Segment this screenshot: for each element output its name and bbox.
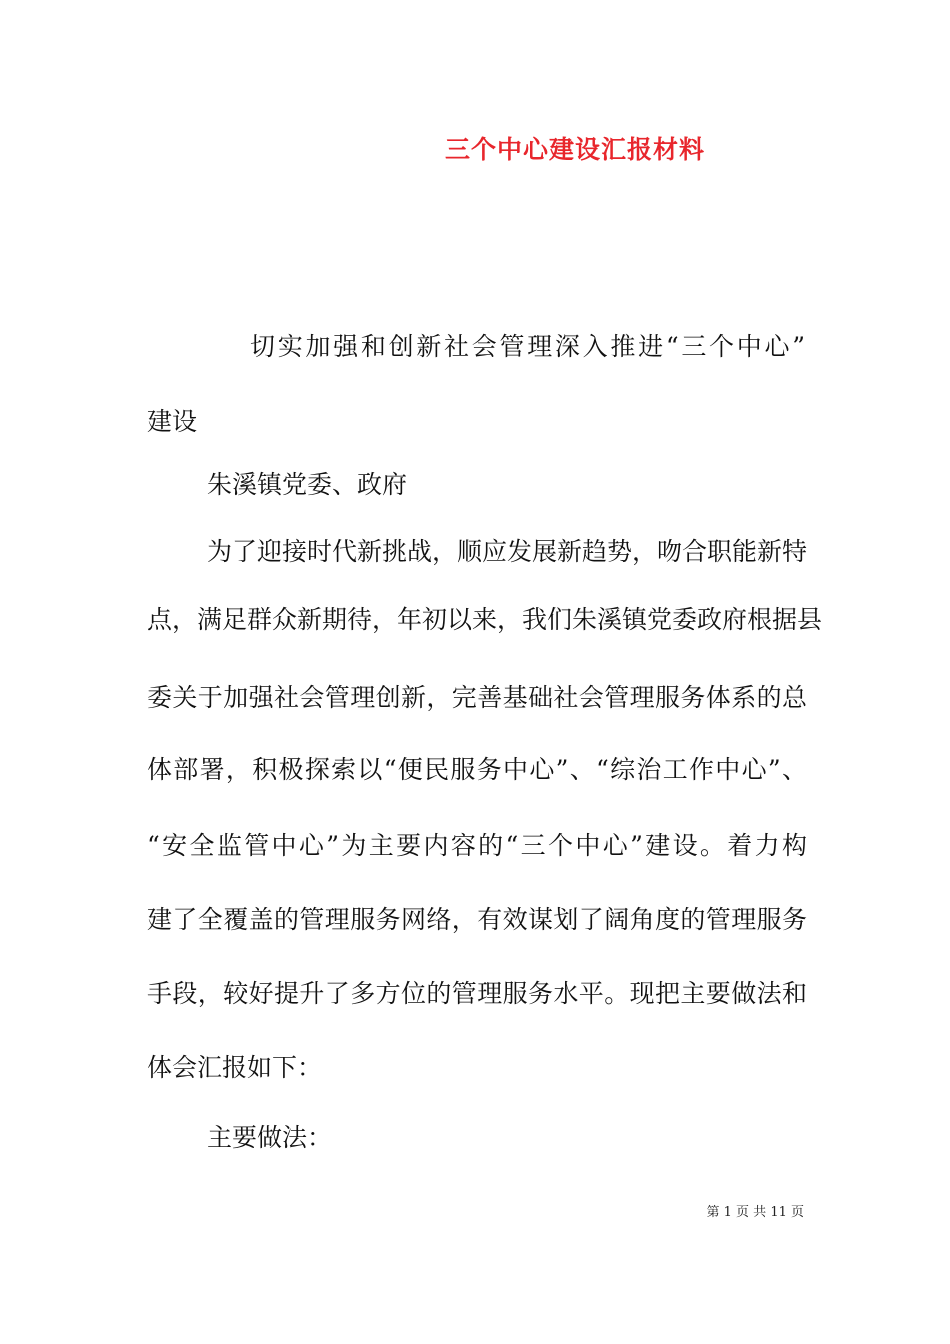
author-line: 朱溪镇党委、政府 xyxy=(207,470,408,499)
page-number: 第 1 页 共 11 页 xyxy=(706,1205,804,1220)
subheading-line-2: 建设 xyxy=(147,407,198,436)
paragraph-line: 体会汇报如下： xyxy=(147,1053,323,1082)
paragraph-line: “安全监管中心”为主要内容的“三个中心”建设。着力构 xyxy=(147,831,807,860)
paragraph-line: 手段，较好提升了多方位的管理服务水平。现把主要做法和 xyxy=(147,979,807,1008)
paragraph-line: 点，满足群众新期待，年初以来，我们朱溪镇党委政府根据县 xyxy=(147,605,823,634)
section-heading: 主要做法： xyxy=(207,1123,333,1152)
document-title: 三个中心建设汇报材料 xyxy=(444,135,705,164)
paragraph-line: 为了迎接时代新挑战，顺应发展新趋势，吻合职能新特 xyxy=(207,537,808,566)
paragraph-line: 建了全覆盖的管理服务网络，有效谋划了阔角度的管理服务 xyxy=(147,905,807,934)
paragraph-line: 委关于加强社会管理创新，完善基础社会管理服务体系的总 xyxy=(147,683,807,712)
paragraph-line: 体部署，积极探索以“便民服务中心”、“综治工作中心”、 xyxy=(147,755,807,784)
subheading-line-1: 切实加强和创新社会管理深入推进“三个中心” xyxy=(250,332,806,361)
